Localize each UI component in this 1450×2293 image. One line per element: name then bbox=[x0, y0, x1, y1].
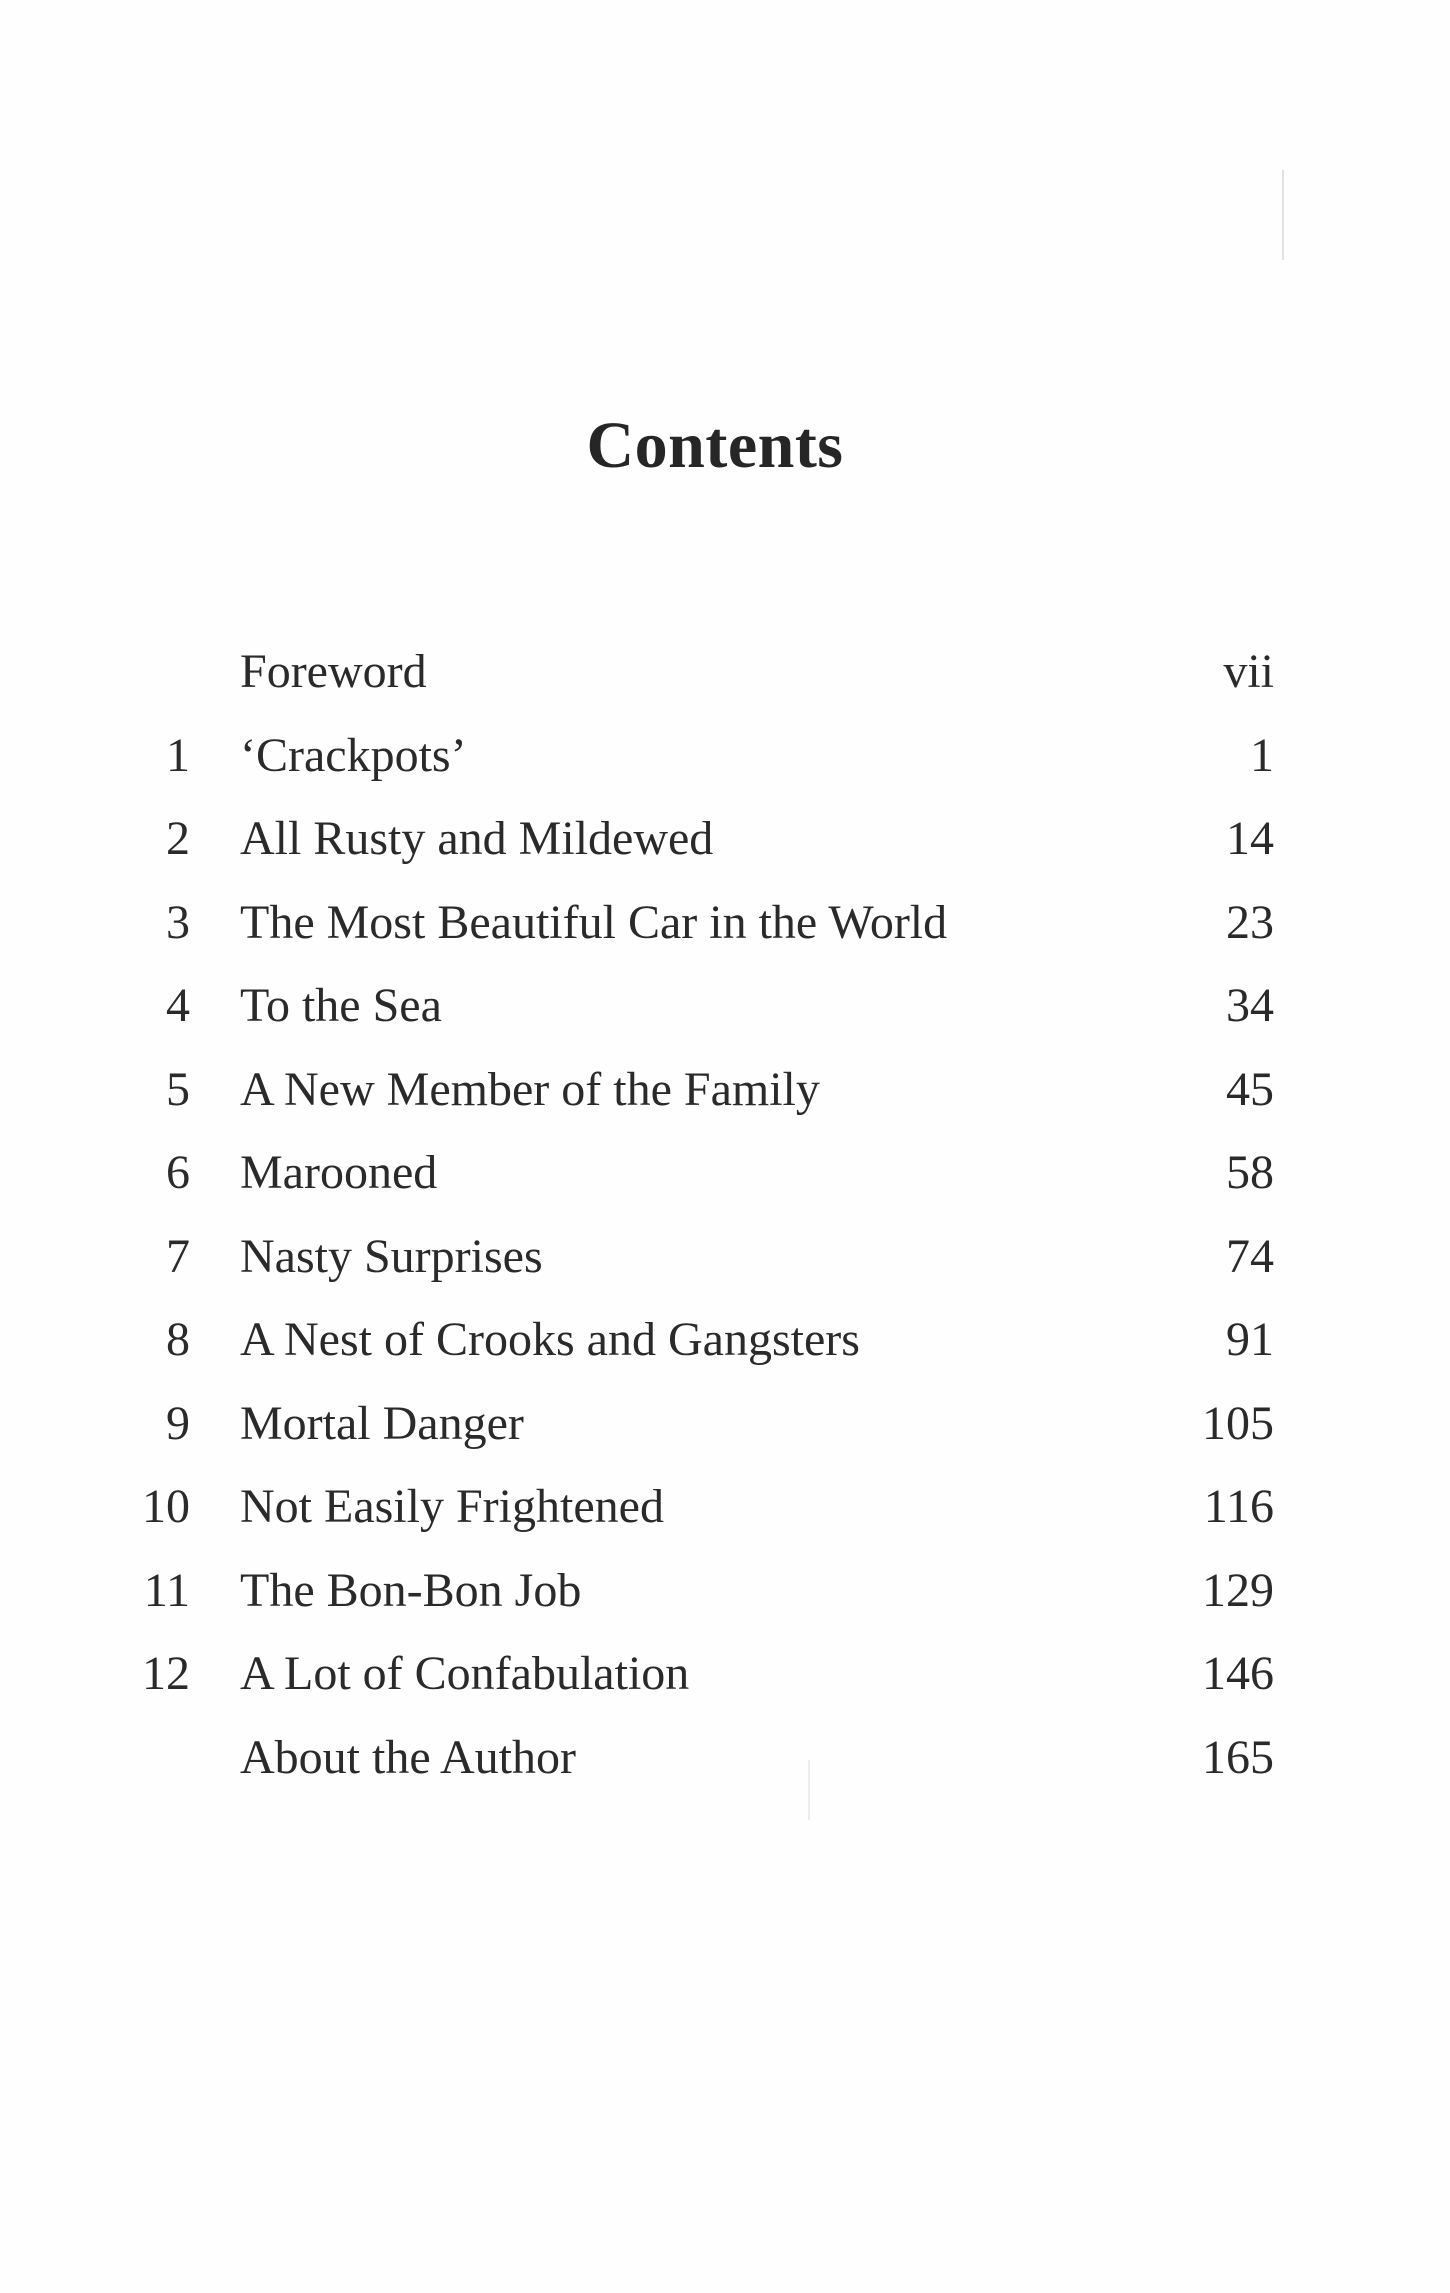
page-number: 23 bbox=[1226, 895, 1274, 949]
chapter-title: ‘Crackpots’ bbox=[240, 728, 467, 782]
toc-entry-foreword[interactable] bbox=[0, 632, 1450, 716]
chapter-title: Nasty Surprises bbox=[240, 1229, 543, 1283]
chapter-title: All Rusty and Mildewed bbox=[240, 812, 714, 865]
page-number: 165 bbox=[1202, 1730, 1274, 1784]
chapter-title: Foreword bbox=[240, 645, 427, 698]
chapter-title: The Most Beautiful Car in the World bbox=[240, 895, 948, 949]
page-number: 58 bbox=[1226, 1146, 1274, 1199]
toc-entry-chapter-3[interactable] bbox=[0, 883, 1450, 967]
chapter-number: 8 bbox=[166, 1313, 190, 1366]
chapter-number: 2 bbox=[166, 812, 190, 865]
chapter-number: 6 bbox=[166, 1146, 190, 1199]
toc-entry-chapter-9[interactable] bbox=[0, 1384, 1450, 1468]
chapter-title: A Nest of Crooks and Gangsters bbox=[240, 1313, 860, 1366]
chapter-title: Mortal Danger bbox=[240, 1396, 524, 1450]
page-number: 45 bbox=[1226, 1062, 1274, 1116]
chapter-number: 11 bbox=[143, 1563, 190, 1617]
toc-entry-chapter-6[interactable] bbox=[0, 1133, 1450, 1217]
toc-entry-chapter-2[interactable] bbox=[0, 799, 1450, 883]
toc-entry-chapter-1[interactable] bbox=[0, 716, 1450, 800]
page-number: 129 bbox=[1202, 1563, 1274, 1617]
chapter-number: 3 bbox=[166, 895, 190, 949]
scan-artifact-mark bbox=[1282, 170, 1284, 260]
toc-entry-chapter-4[interactable] bbox=[0, 966, 1450, 1050]
chapter-title: Not Easily Frightened bbox=[240, 1480, 664, 1533]
chapter-number: 10 bbox=[142, 1480, 190, 1533]
toc-entry-chapter-8[interactable] bbox=[0, 1300, 1450, 1384]
chapter-number: 7 bbox=[166, 1229, 190, 1283]
toc-entry-chapter-7[interactable] bbox=[0, 1217, 1450, 1301]
table-of-contents bbox=[0, 632, 1450, 1801]
page-number: 146 bbox=[1202, 1647, 1274, 1700]
page-number: 74 bbox=[1226, 1229, 1274, 1283]
page-number: vii bbox=[1223, 645, 1274, 698]
toc-entry-chapter-12[interactable] bbox=[0, 1634, 1450, 1718]
toc-entry-chapter-10[interactable] bbox=[0, 1467, 1450, 1551]
page-number: 14 bbox=[1226, 812, 1274, 865]
chapter-title: Marooned bbox=[240, 1146, 438, 1199]
page-title: Contents bbox=[586, 409, 844, 483]
page-number: 91 bbox=[1226, 1313, 1274, 1366]
chapter-title: About the Author bbox=[240, 1730, 576, 1784]
page-number: 1 bbox=[1250, 728, 1274, 782]
toc-entry-about-the-author[interactable] bbox=[0, 1718, 1450, 1802]
chapter-number: 12 bbox=[142, 1647, 190, 1700]
page-number: 34 bbox=[1226, 979, 1274, 1032]
chapter-number: 4 bbox=[166, 979, 190, 1032]
page-number: 105 bbox=[1202, 1396, 1274, 1450]
chapter-title: A New Member of the Family bbox=[240, 1062, 820, 1116]
chapter-title: To the Sea bbox=[240, 979, 442, 1032]
chapter-number: 9 bbox=[166, 1396, 190, 1450]
toc-entry-chapter-5[interactable] bbox=[0, 1050, 1450, 1134]
page-number: 116 bbox=[1203, 1480, 1274, 1533]
chapter-title: The Bon-Bon Job bbox=[240, 1563, 582, 1617]
toc-entry-chapter-11[interactable] bbox=[0, 1551, 1450, 1635]
chapter-number: 5 bbox=[166, 1062, 190, 1116]
chapter-title: A Lot of Confabulation bbox=[240, 1647, 690, 1700]
chapter-number: 1 bbox=[166, 728, 190, 782]
